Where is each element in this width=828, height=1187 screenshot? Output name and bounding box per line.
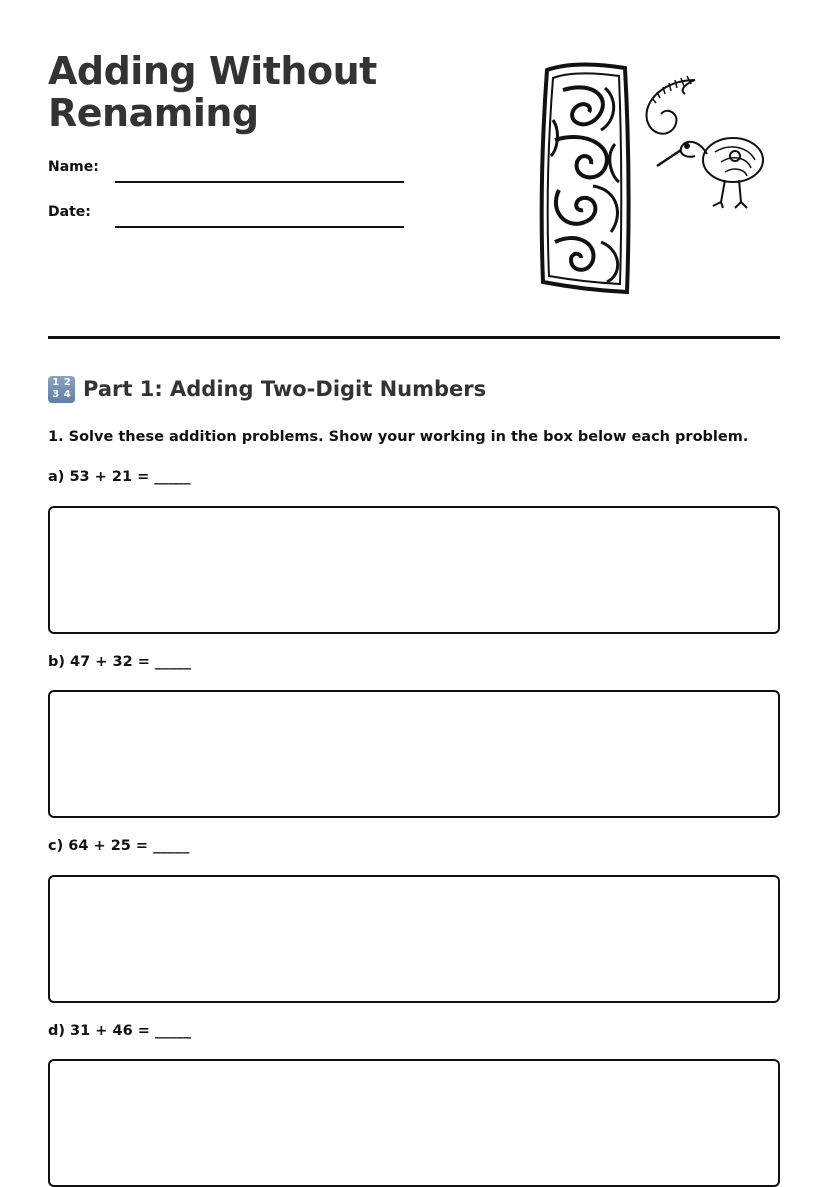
section-heading (48, 374, 486, 404)
header-divider (48, 336, 780, 339)
working-box-d[interactable] (48, 1059, 780, 1187)
problem-a: a) 53 + 21 = _____ (48, 469, 191, 485)
kiwi-bird-icon (657, 138, 763, 208)
instruction-text: 1. Solve these addition problems. Show your working in the box below each problem. (48, 429, 749, 445)
date-label: Date: (48, 204, 91, 220)
maori-illustration (535, 60, 770, 300)
input-numbers-icon: 1 2 3 4 (48, 376, 75, 403)
problem-d: d) 31 + 46 = _____ (48, 1023, 192, 1039)
working-box-a[interactable] (48, 506, 780, 634)
worksheet-title: Adding Without Renaming (48, 49, 377, 135)
name-field[interactable] (115, 181, 404, 183)
name-label: Name: (48, 159, 99, 175)
problem-c: c) 64 + 25 = _____ (48, 838, 190, 854)
working-box-b[interactable] (48, 690, 780, 818)
koru-fern-icon (647, 76, 695, 134)
maori-carving-icon (542, 64, 629, 292)
problem-b: b) 47 + 32 = _____ (48, 654, 192, 670)
working-box-c[interactable] (48, 875, 780, 1003)
date-field[interactable] (115, 226, 404, 228)
section-title: Part 1: Adding Two-Digit Numbers (83, 377, 487, 401)
